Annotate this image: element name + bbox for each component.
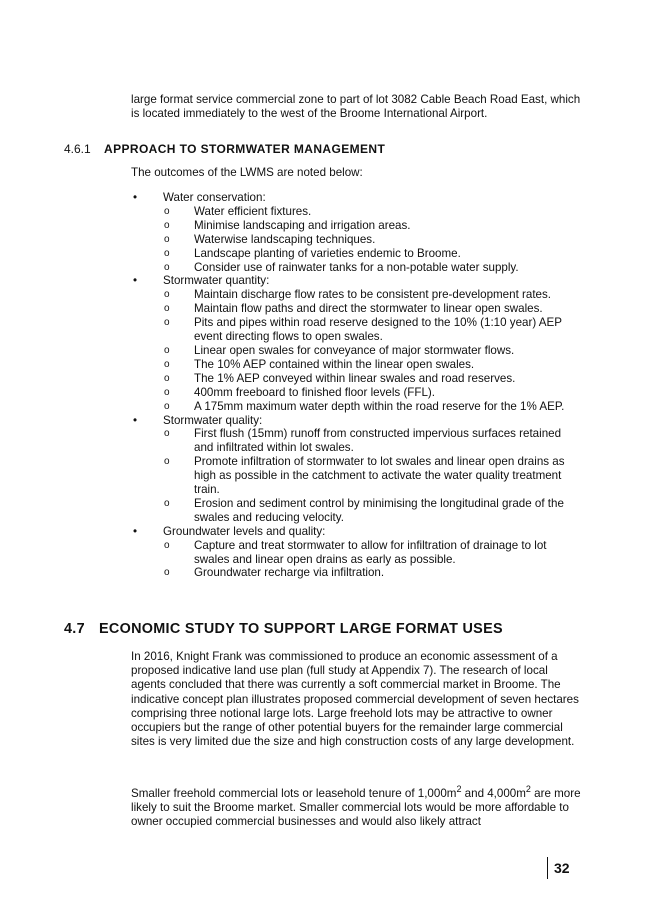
bullet-icon: • [133,274,138,288]
outcomes-intro: The outcomes of the LWMS are noted below: [131,166,363,179]
outcome-item: o Consider use of rainwater tanks for a non-potable water supply. [164,260,519,274]
circle-marker-icon: o [164,205,170,217]
circle-marker-icon: o [164,233,170,245]
bullet-icon: • [133,413,138,427]
circle-marker-icon: o [164,386,170,398]
outcome-item: o The 10% AEP contained within the linear open swales. [164,357,475,371]
outcome-item: o A 175mm maximum water depth within the road reserve for the 1% AEP. [164,399,565,413]
outcome-item: o Erosion and sediment control by minimising the longitudinal grade of the swales and reducing velocity. [164,496,564,524]
outcome-item: o Landscape planting of varieties endemic to Broome. [164,246,461,260]
section-title: ECONOMIC STUDY TO SUPPORT LARGE FORMAT USES [99,621,503,637]
circle-marker-icon: o [164,344,170,356]
section-number: 4.7 [64,621,85,637]
outcome-group-label: • Stormwater quality: [133,413,263,427]
outcome-item: o Waterwise landscaping techniques. [164,232,376,246]
outcome-group-label: • Water conservation: [133,191,266,204]
section-heading-4-7 [64,621,503,637]
circle-marker-icon: o [164,303,170,315]
outcome-group-label: • Groundwater levels and quality: [133,524,326,538]
circle-marker-icon: o [164,539,170,551]
circle-marker-icon: o [164,219,170,231]
circle-marker-icon: o [164,567,170,579]
intro-paragraph: large format service commercial zone to part of lot 3082 Cable Beach Road East, which is located immediately to the west of the Broome International Airport. [131,93,581,121]
outcomes-list [0,191,653,580]
circle-marker-icon: o [164,428,170,440]
outcome-item: o Linear open swales for conveyance of major stormwater flows. [164,343,515,357]
circle-marker-icon: o [164,497,170,509]
subsection-title: APPROACH TO STORMWATER MANAGEMENT [104,142,386,156]
outcome-item: o Maintain discharge flow rates to be consistent pre-development rates. [164,288,552,302]
circle-marker-icon: o [164,289,170,301]
economic-study-paragraph: In 2016, Knight Frank was commissioned to produce an economic assessment of a proposed indicative land use plan (full study at Appendix 7). The research of local agents concluded that there was currently a soft commercial market in Broome. The indicative concept plan illustrates proposed commercial development of seven hectares comprising three notional large lots. Large freehold lots may be attractive to owner occupiers but the range of other potential buyers for the remainder large commercial sites is very limited due the size and high construction costs of any large development. [131,650,579,749]
outcome-item: o First flush (15mm) runoff from constructed impervious surfaces retained and infiltrated within lot swales. [164,427,562,455]
subsection-number: 4.6.1 [64,142,91,156]
outcome-item: o Maintain flow paths and direct the stormwater to linear open swales. [164,302,543,316]
outcome-item: o Minimise landscaping and irrigation areas. [164,218,411,232]
outcome-item: o Water efficient fixtures. [164,204,312,218]
outcome-item: o 400mm freeboard to finished floor levels (FFL). [164,385,435,399]
circle-marker-icon: o [164,261,170,273]
outcome-item: o Capture and treat stormwater to allow for infiltration of drainage to lot swales and linear open drains as early as possible. [164,538,547,566]
subsection-heading-4-6-1 [64,142,385,156]
circle-marker-icon: o [164,372,170,384]
circle-marker-icon: o [164,400,170,412]
circle-marker-icon: o [164,358,170,370]
outcome-item: o Promote infiltration of stormwater to lot swales and linear open drains as high as possible in the catchment to activate the water quality treatment train. [164,455,565,497]
outcome-item: o The 1% AEP conveyed within linear swales and road reserves. [164,371,516,385]
smaller-lots-paragraph: Smaller freehold commercial lots or leasehold tenure of $1,000m^2$ and $4,000m^2$ are more likely to suit the Broome market. Smaller commercial lots would be more affordable to owner occupied commercial businesses and would also likely attract [131,784,581,829]
circle-marker-icon: o [164,456,170,468]
circle-marker-icon: o [164,247,170,259]
outcome-item: o Pits and pipes within road reserve designed to the 10% (1:10 year) AEP event directing flows to open swales. [164,316,562,344]
outcome-item: o Groundwater recharge via infiltration. [164,566,385,580]
circle-marker-icon: o [164,317,170,329]
bullet-icon: • [133,524,138,538]
bullet-icon: • [133,191,138,204]
page-number: 32 [547,857,570,879]
outcome-group-label: • Stormwater quantity: [133,274,270,288]
